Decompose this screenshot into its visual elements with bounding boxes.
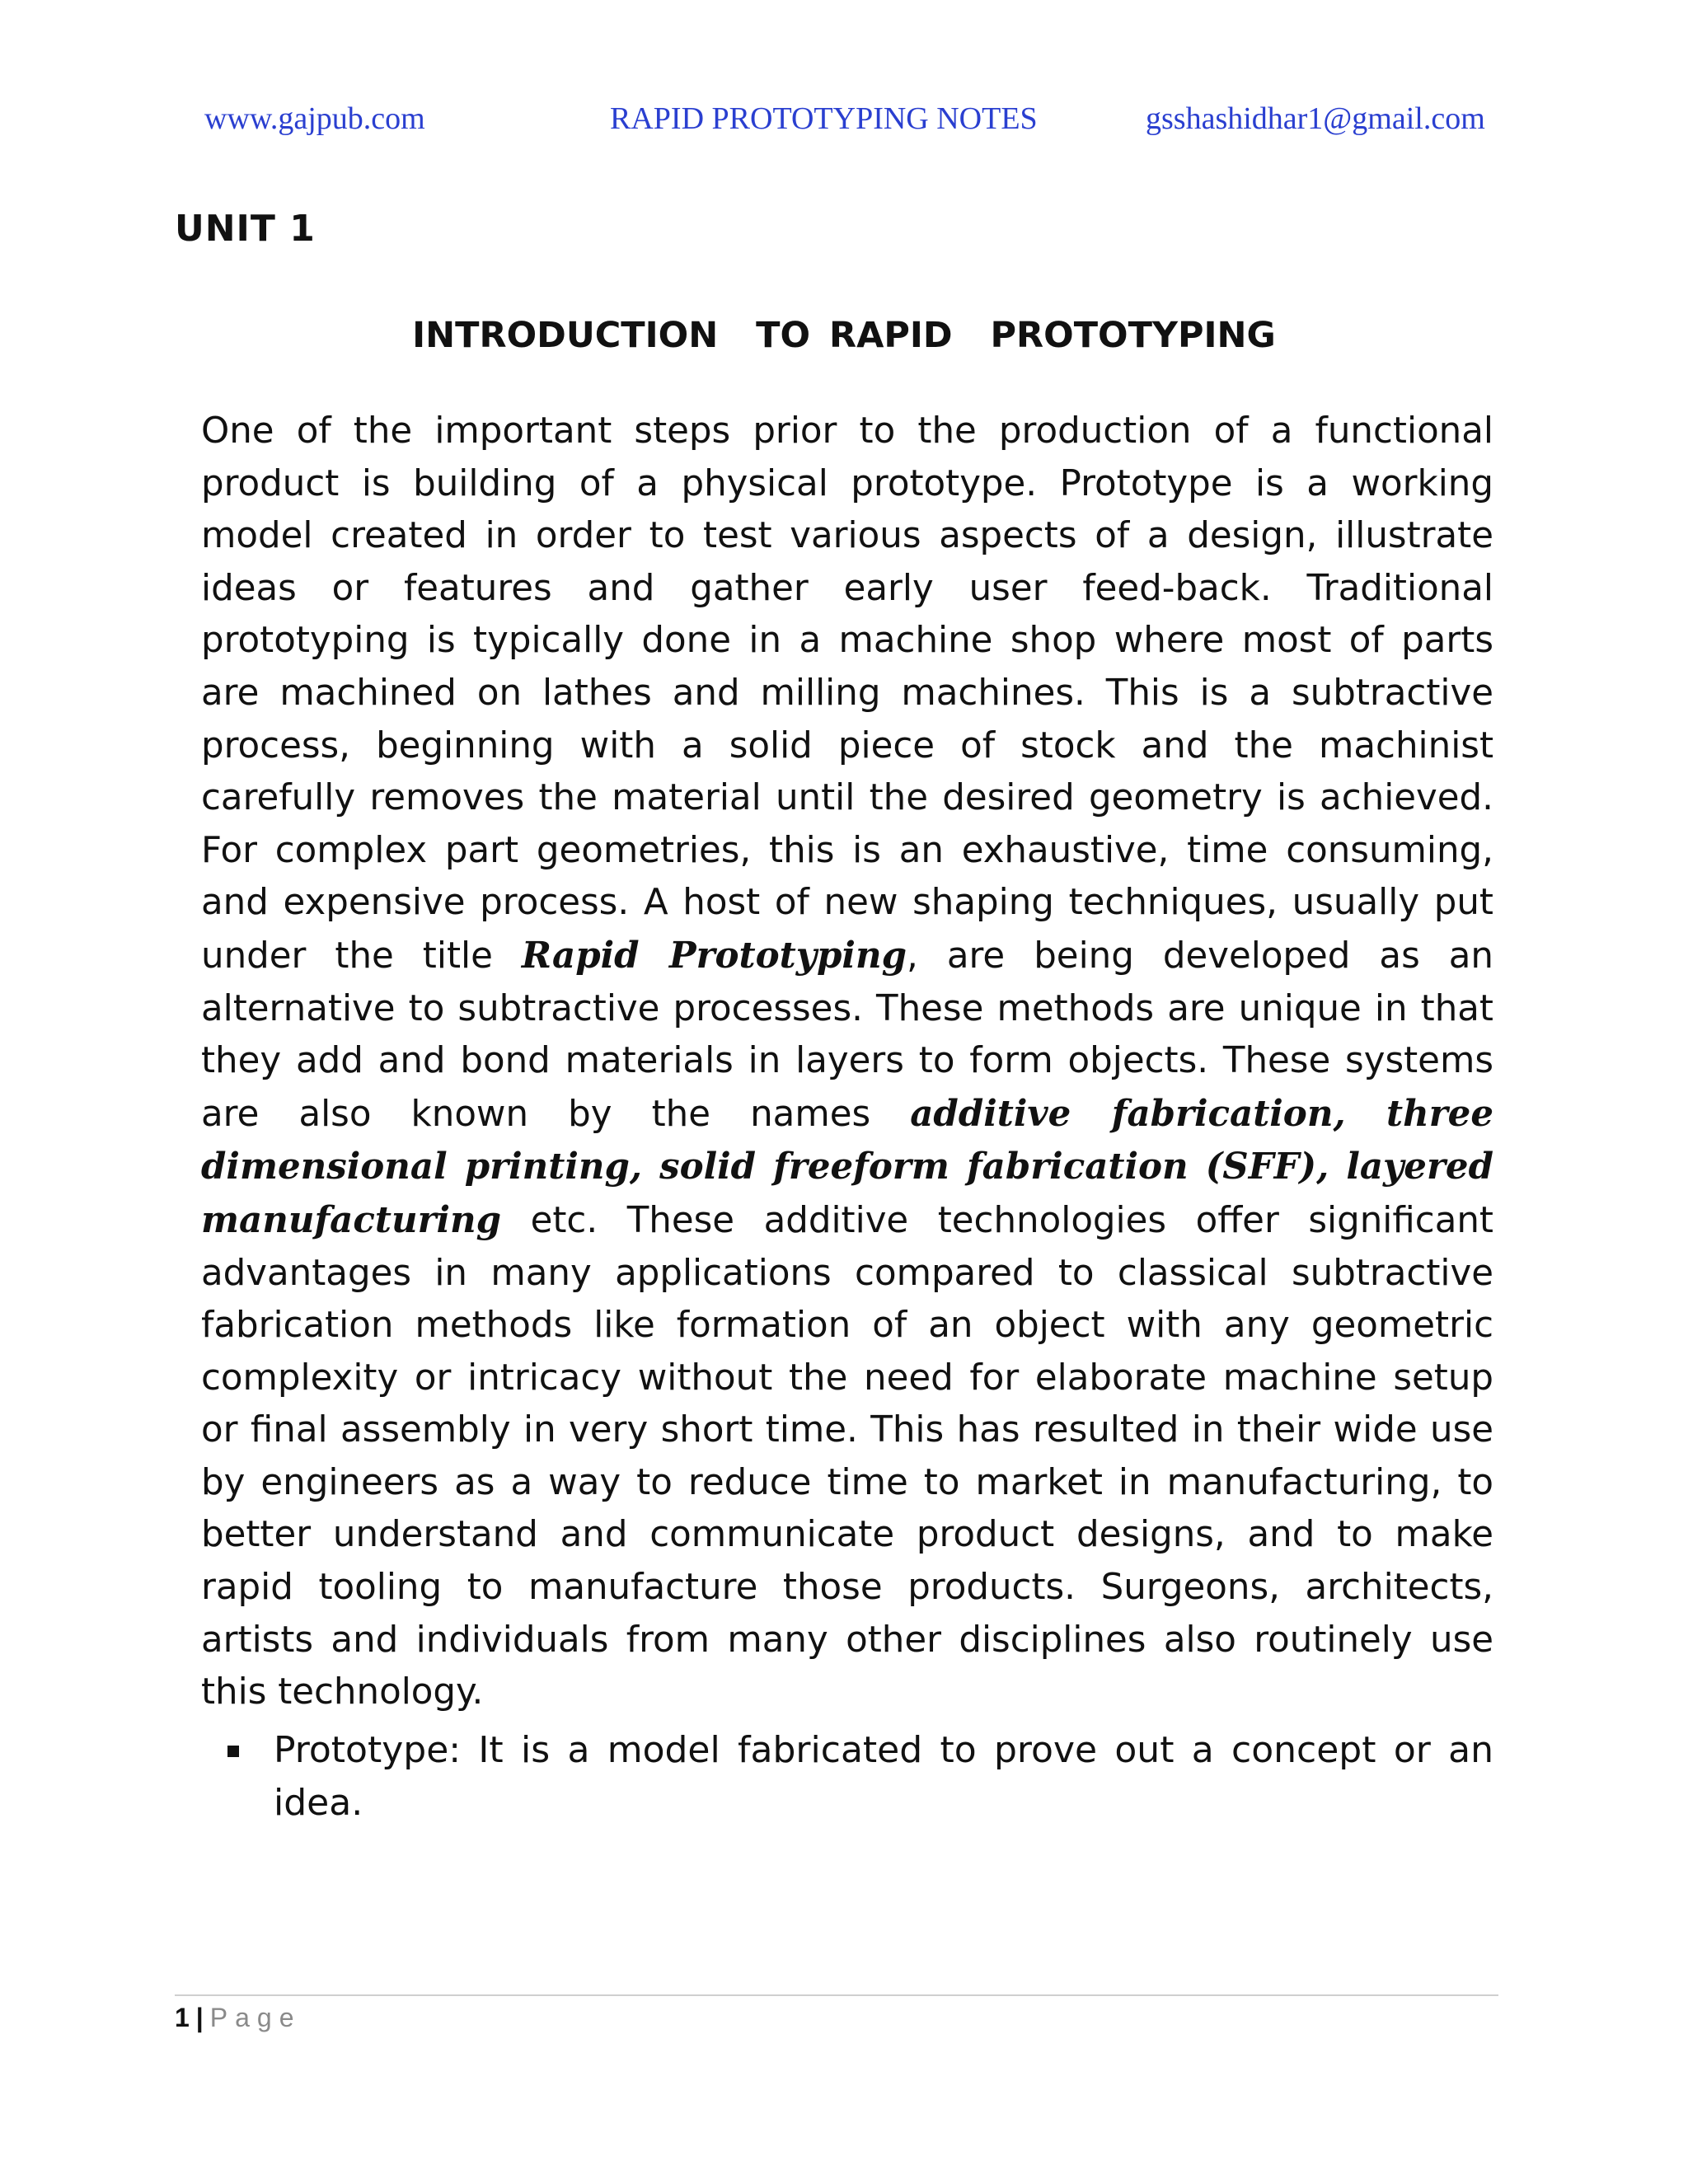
- emphasis-rapid-prototyping: Rapid Prototyping: [521, 934, 907, 977]
- intro-paragraph: [201, 405, 1493, 1719]
- footer-divider: [175, 1994, 1498, 1996]
- paragraph-text-3: etc. These additive technologies offer significant advantages in many applications compared to classical subtractive fabrication methods like formation of an object with any geometric complexity or intricacy without the need for elaborate machine setup or final assembly in very short time. This has resulted in their wide use by engineers as a way to reduce time to market in manufacturing, to better understand and communicate product designs, and to make rapid tooling to manufacture those products. Surgeons, architects, artists and individuals from many other disciplines also routinely use this technology.: [201, 1199, 1493, 1713]
- header-website: www.gajpub.com: [204, 101, 425, 136]
- page-footer: [175, 2003, 301, 2033]
- paragraph-text-1: One of the important steps prior to the production of a functional product is building of a physical prototype. Prototype is a working model created in order to test various aspects of a design, illustrate ideas or features and gather early user feed-back. Traditional prototyping is typically done in a machine shop where most of parts are machined on lathes and milling machines. This is a subtractive process, beginning with a solid piece of stock and the machinist carefully removes the material until the desired geometry is achieved. For complex part geometries, this is an exhaustive, time consuming, and expensive process. A host of new shaping techniques, usually put under the title: [201, 410, 1493, 977]
- paragraph-text-2: , are being developed as an alternative to subtractive processes. These methods are unique in that they add and bond materials in layers to form objects. These systems are also known by the names: [201, 935, 1493, 1135]
- page-number: 1: [175, 2003, 190, 2032]
- header-title: RAPID PROTOTYPING NOTES: [610, 101, 1038, 136]
- section-title: INTRODUCTION TO RAPID PROTOTYPING: [412, 315, 1276, 356]
- square-bullet-icon: [227, 1746, 239, 1757]
- bullet-text: Prototype: It is a model fabricated to prove out a concept or an idea.: [274, 1729, 1493, 1824]
- page-label: Page: [209, 2003, 302, 2032]
- emphasis-additive-names: additive fabrication, three dimensional printing, solid freeform fabrication (SFF), layered manufacturing: [201, 1092, 1493, 1241]
- unit-label: UNIT 1: [175, 208, 316, 250]
- header-email: gsshashidhar1@gmail.com: [1146, 101, 1485, 136]
- bullet-item-prototype: [227, 1724, 1493, 1830]
- footer-separator: |: [195, 2003, 204, 2032]
